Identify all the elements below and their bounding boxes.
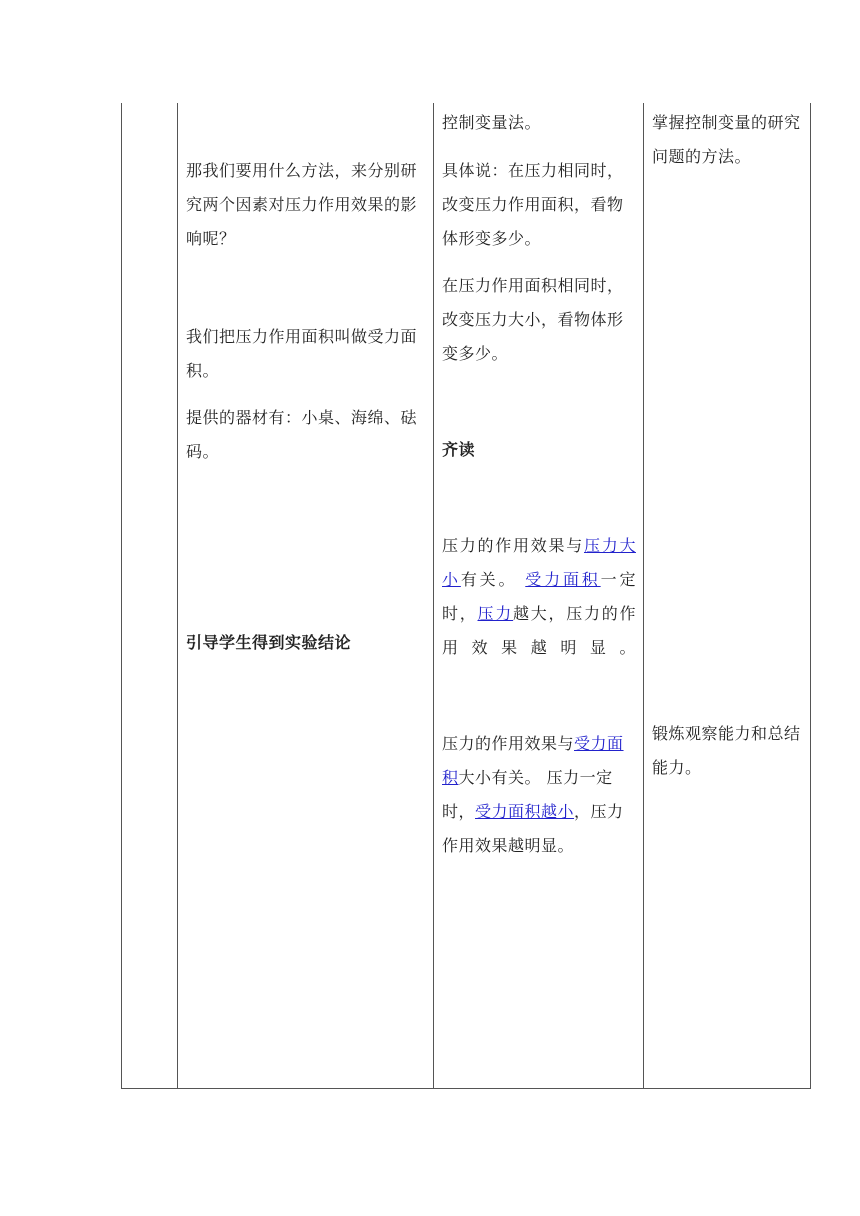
contact-area-link[interactable]: 受力面积 [525, 570, 601, 589]
student-pressure-method: 在压力作用面积相同时，改变压力大小，看物体形变多少。 [442, 276, 624, 363]
table-border-bottom [121, 1088, 811, 1089]
conclusion-text: ，压力作用效果越明显。 [442, 802, 624, 855]
student-read-aloud: 齐读 [442, 440, 476, 459]
smaller-area-link[interactable]: 受力面积越小 [475, 802, 575, 821]
conclusion-text: 越大，压力的作用效果越明显。 [442, 604, 636, 657]
intent-observation-skill: 锻炼观察能力和总结能力。 [652, 724, 801, 777]
contact-area-link[interactable]: 受力面积 [442, 734, 624, 787]
conclusion-text: 一定时， [442, 570, 636, 623]
student-control-variable: 控制变量法。 [442, 113, 542, 132]
student-specific-method: 具体说：在压力相同时，改变压力作用面积，看物体形变多少。 [442, 161, 624, 248]
column-divider-1 [177, 103, 178, 1089]
teacher-equipment: 提供的器材有：小桌、海绵、砝码。 [186, 408, 418, 461]
pressure-link[interactable]: 压力 [477, 604, 513, 623]
column-divider-2 [433, 103, 434, 1089]
teacher-area-definition: 我们把压力作用面积叫做受力面积。 [186, 327, 418, 380]
column-divider-3 [643, 103, 644, 1089]
table-border-left [121, 103, 122, 1089]
conclusion-text: 压力的作用效果与 [442, 536, 584, 555]
pressure-magnitude-link[interactable]: 压力大小 [442, 536, 636, 589]
conclusion-text: 压力的作用效果与 [442, 734, 575, 753]
table-border-right [810, 103, 811, 1089]
intent-control-variable: 掌握控制变量的研究问题的方法。 [652, 113, 801, 166]
teacher-method-question: 那我们要用什么方法，来分别研究两个因素对压力作用效果的影响呢？ [186, 161, 418, 248]
conclusion-text: 有关。 [460, 570, 518, 589]
teacher-guide-conclusion: 引导学生得到实验结论 [186, 633, 352, 652]
student-conclusion-area [442, 727, 636, 863]
conclusion-text: 大小有关。 压力一定时， [442, 768, 613, 821]
student-conclusion-pressure [442, 529, 636, 665]
